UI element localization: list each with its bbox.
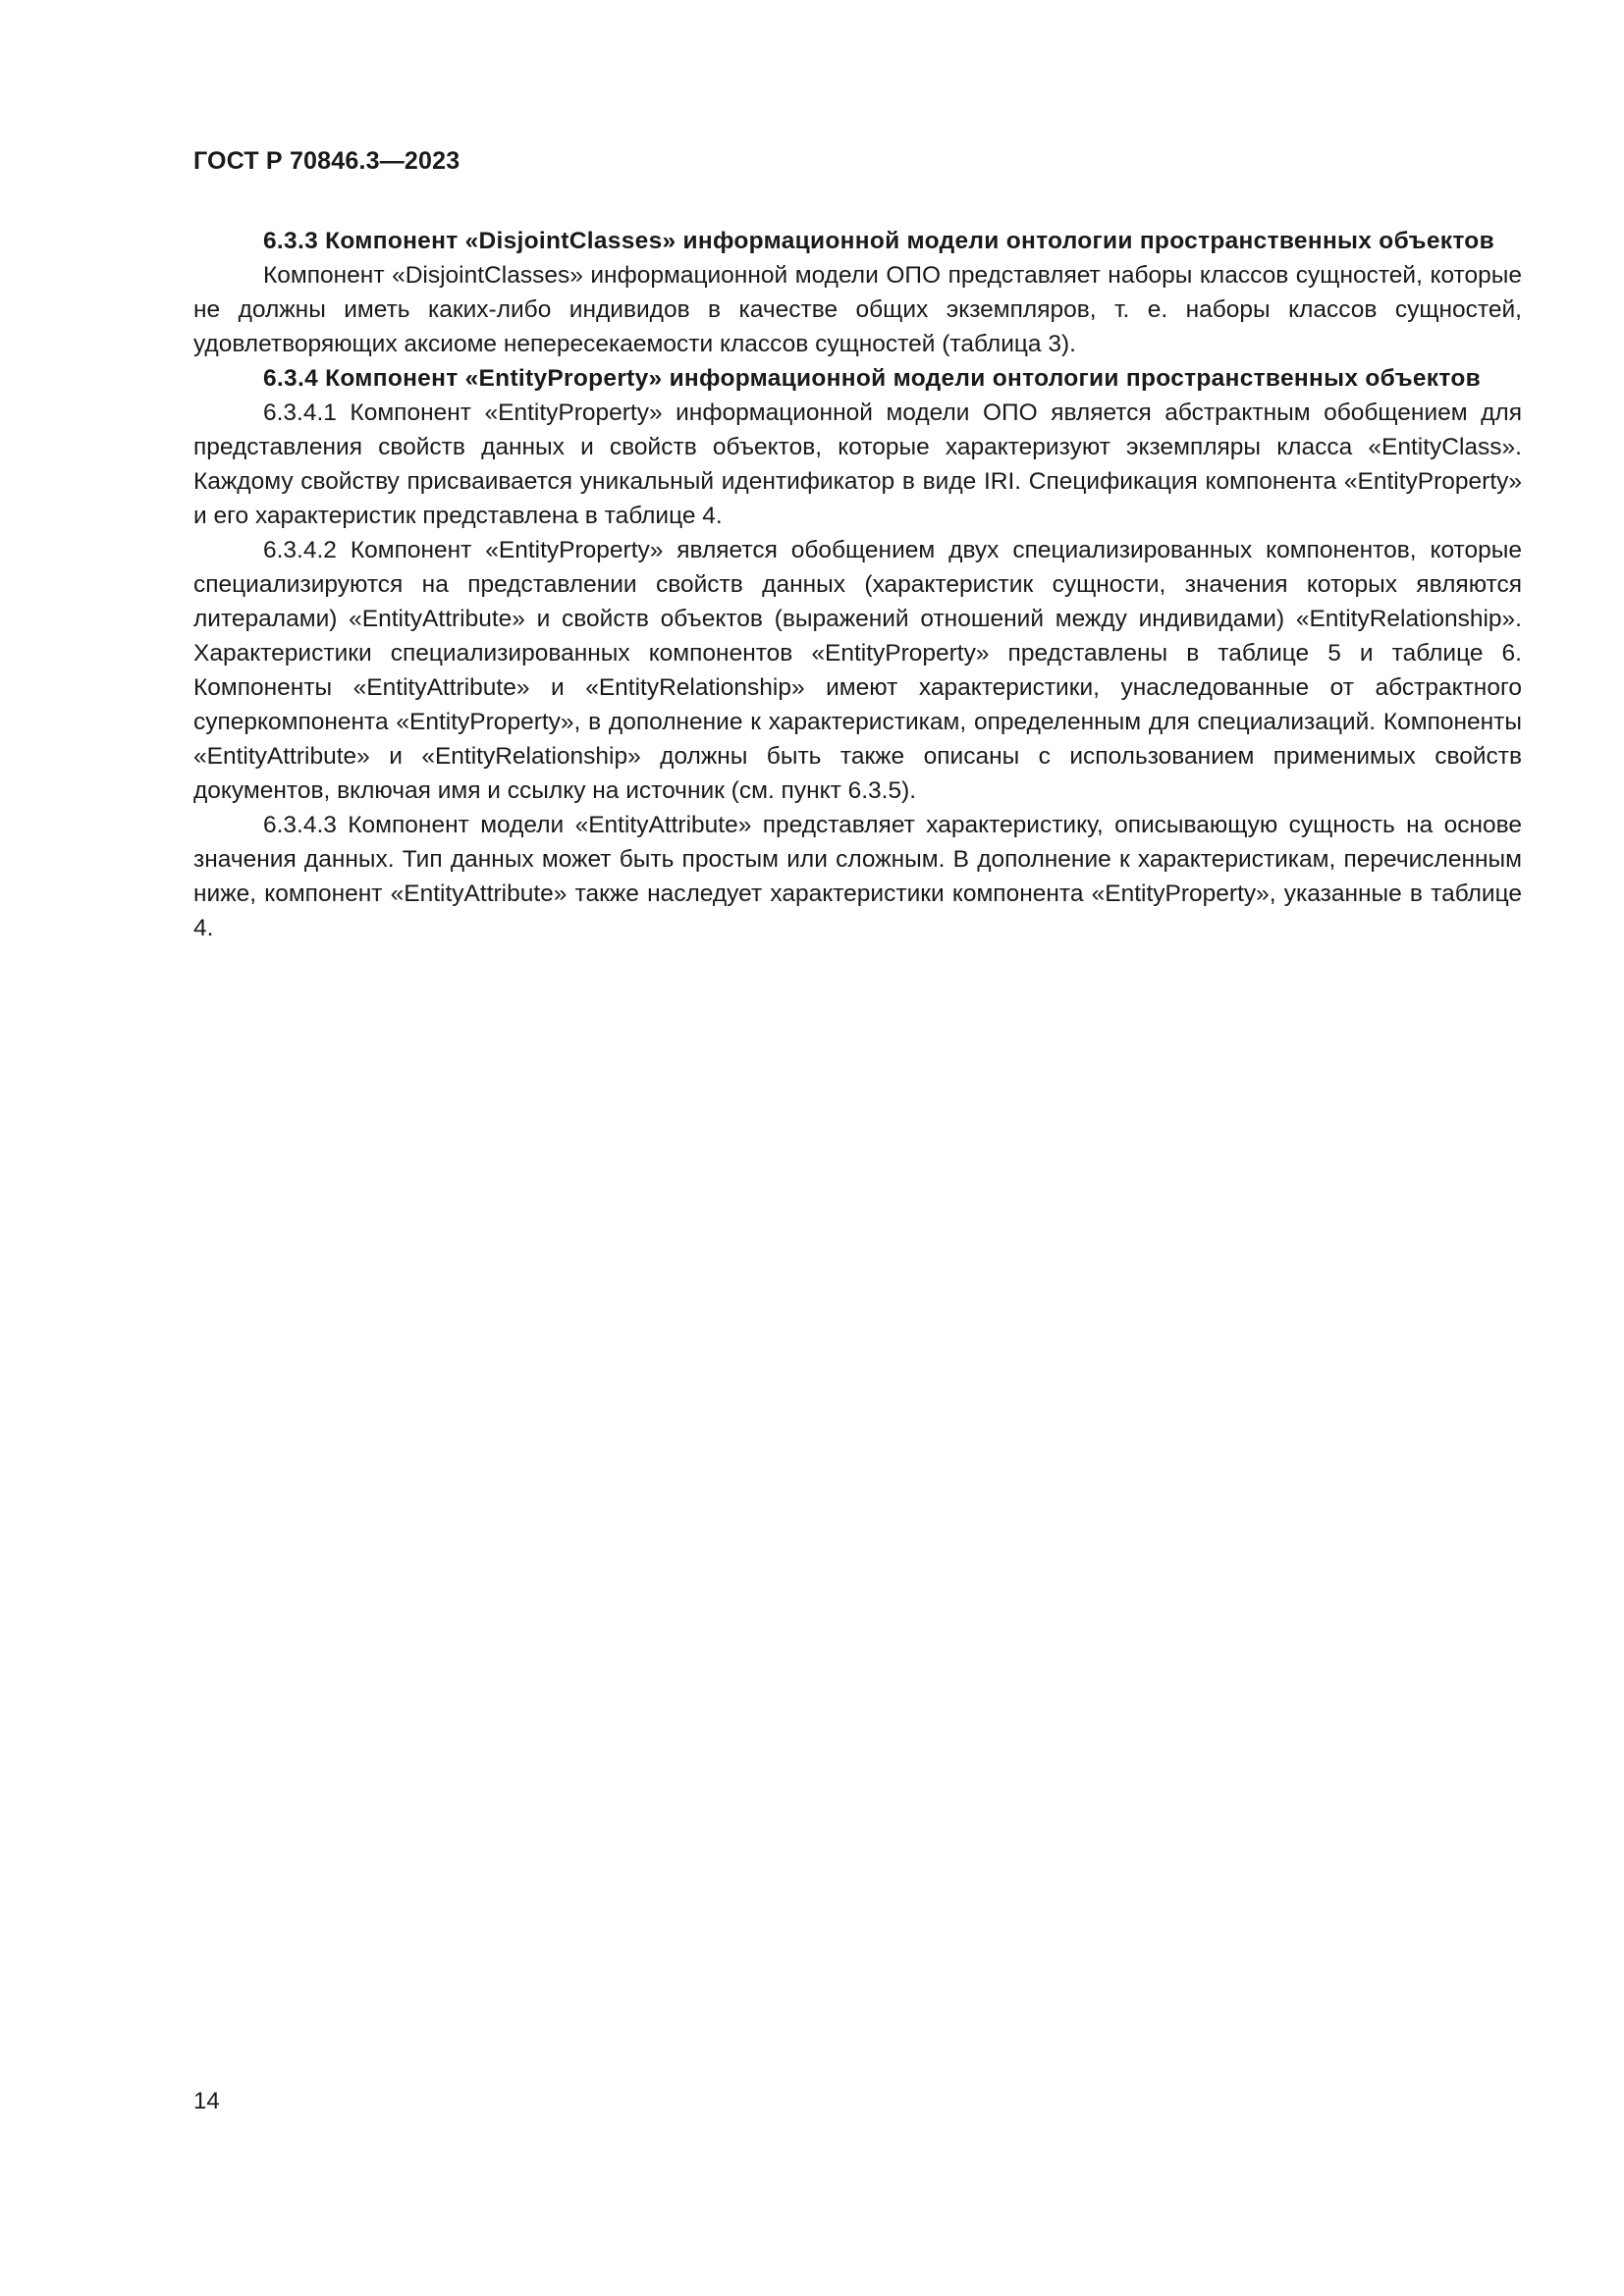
paragraph-6-3-4-3: 6.3.4.3 Компонент модели «EntityAttribute» представляет характеристику, описывающую сущность на основе значения данных. Тип данных может быть простым или сложным. В дополнение к характеристикам, перечисленным ниже, компонент «EntityAttribute» также наследует характеристики компонента «EntityProperty», указанные в таблице 4.	[193, 812, 1522, 941]
document-header: ГОСТ Р 70846.3—2023	[193, 147, 460, 175]
paragraph-6-3-4-2: 6.3.4.2 Компонент «EntityProperty» является обобщением двух специализированных компонентов, которые специализируются на представлении свойств данных (характеристик сущности, значения которых являются литералами) «EntityAttribute» и свойств объектов (выражений отношений между индивидами) «EntityRelationship». Характеристики специализированных компонентов «EntityProperty» представлены в таблице 5 и таблице 6. Компоненты «EntityAttribute» и «EntityRelationship» имеют характеристики, унаследованные от абстрактного суперкомпонента «EntityProperty», в дополнение к характеристикам, определенным для специализаций. Компоненты «EntityAttribute» и «EntityRelationship» должны быть также описаны с использованием применимых свойств документов, включая имя и ссылку на источник (см. пункт 6.3.5).	[193, 537, 1522, 804]
paragraph: Компонент «DisjointClasses» информационной модели ОПО представляет наборы классов сущностей, которые не должны иметь каких-либо индивидов в качестве общих экземпляров, т. е. наборы классов сущностей, удовлетворяющих аксиоме непересекаемости классов сущностей (таблица 3).	[193, 262, 1522, 357]
document-body	[193, 224, 1522, 945]
page-number: 14	[193, 2088, 220, 2114]
section-heading-6-3-4: 6.3.4 Компонент «EntityProperty» информационной модели онтологии пространственных объектов	[263, 365, 1481, 392]
section-heading-6-3-3: 6.3.3 Компонент «DisjointClasses» информационной модели онтологии пространственных объектов	[263, 228, 1494, 254]
paragraph-6-3-4-1: 6.3.4.1 Компонент «EntityProperty» информационной модели ОПО является абстрактным обобщением для представления свойств данных и свойств объектов, которые характеризуют экземпляры класса «EntityClass». Каждому свойству присваивается уникальный идентификатор в виде IRI. Спецификация компонента «EntityProperty» и его характеристик представлена в таблице 4.	[193, 400, 1522, 529]
